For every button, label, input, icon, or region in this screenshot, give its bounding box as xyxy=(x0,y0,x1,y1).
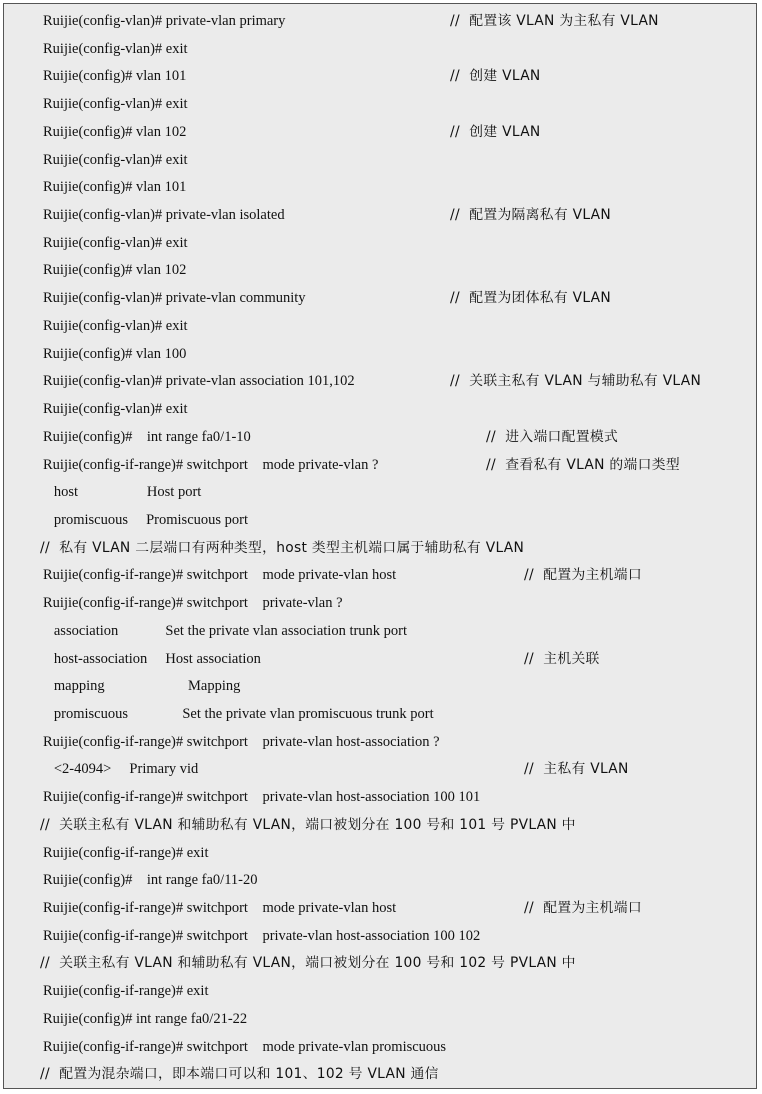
command-text: Ruijie(config-if-range)# exit xyxy=(43,983,209,1000)
code-line xyxy=(4,923,756,951)
command-text: Ruijie(config-vlan)# exit xyxy=(43,401,188,418)
command-text: Ruijie(config-if-range)# switchport private-vlan host-association 100 101 xyxy=(43,789,481,806)
code-line xyxy=(4,257,756,285)
code-line xyxy=(4,147,756,175)
comment-text: // 配置为隔离私有 VLAN xyxy=(450,207,612,224)
comment-text: // 关联主私有 VLAN 和辅助私有 VLAN，端口被划分在 100 号和 101 号 PVLAN 中 xyxy=(40,816,576,833)
code-line xyxy=(4,784,756,812)
code-line xyxy=(4,174,756,202)
command-text: Ruijie(config)# int range fa0/21-22 xyxy=(43,1010,248,1027)
command-text: promiscuous Set the private vlan promiscuous trunk port xyxy=(43,706,434,722)
code-line xyxy=(4,535,756,563)
code-line xyxy=(4,313,756,341)
command-text: Ruijie(config-if-range)# switchport mode private-vlan host xyxy=(43,900,397,917)
code-line xyxy=(4,368,756,396)
code-line xyxy=(4,950,756,978)
code-line xyxy=(4,1034,756,1062)
code-line xyxy=(4,230,756,258)
command-text: Ruijie(config)# vlan 100 xyxy=(43,345,187,362)
command-text: Ruijie(config-vlan)# exit xyxy=(43,40,188,57)
code-line xyxy=(4,840,756,868)
command-text: mapping Mapping xyxy=(43,678,241,695)
code-line xyxy=(4,590,756,618)
code-line xyxy=(4,729,756,757)
comment-text: // 配置该 VLAN 为主私有 VLAN xyxy=(450,13,659,29)
code-line xyxy=(4,202,756,230)
comment-text: // 进入端口配置模式 xyxy=(486,428,619,445)
command-text: Ruijie(config-vlan)# private-vlan association 101,102 xyxy=(43,373,355,390)
comment-text: // 关联主私有 VLAN 和辅助私有 VLAN，端口被划分在 100 号和 102 号 PVLAN 中 xyxy=(40,955,576,972)
command-text: association Set the private vlan association trunk port xyxy=(43,622,408,639)
code-line xyxy=(4,479,756,507)
code-listing xyxy=(3,3,757,1089)
code-line xyxy=(4,36,756,64)
code-line xyxy=(4,895,756,923)
command-text: Ruijie(config)# vlan 102 xyxy=(43,123,187,140)
comment-text: // 关联主私有 VLAN 与辅助私有 VLAN xyxy=(450,373,702,390)
code-line xyxy=(4,63,756,91)
code-line xyxy=(4,119,756,147)
comment-text: // 主机关联 xyxy=(524,650,600,667)
command-text: promiscuous Promiscuous port xyxy=(43,511,249,528)
code-line xyxy=(4,1061,756,1089)
command-text: Ruijie(config-if-range)# switchport mode private-vlan ? xyxy=(43,456,379,473)
command-text: Ruijie(config)# int range fa0/1-10 xyxy=(43,428,251,445)
code-line xyxy=(4,812,756,840)
code-line xyxy=(4,1006,756,1034)
command-text: Ruijie(config)# vlan 101 xyxy=(43,179,187,196)
code-line xyxy=(4,867,756,895)
command-text: host-association Host association xyxy=(43,650,261,667)
command-text: Ruijie(config-if-range)# switchport mode private-vlan host xyxy=(43,567,397,584)
code-line xyxy=(4,424,756,452)
command-text: Ruijie(config-vlan)# exit xyxy=(43,96,188,113)
command-text: Ruijie(config-if-range)# switchport private-vlan host-association ? xyxy=(43,733,440,750)
command-text: Ruijie(config)# vlan 102 xyxy=(43,262,187,279)
command-text: Ruijie(config-vlan)# exit xyxy=(43,317,188,334)
code-line xyxy=(4,978,756,1006)
command-text: Ruijie(config-if-range)# switchport mode private-vlan promiscuous xyxy=(43,1038,447,1055)
comment-text: // 配置为主机端口 xyxy=(524,567,642,584)
command-text: Ruijie(config-vlan)# exit xyxy=(43,234,188,251)
command-text: Ruijie(config)# int range fa0/11-20 xyxy=(43,872,258,889)
comment-text: // 查看私有 VLAN 的端口类型 xyxy=(486,456,680,473)
command-text: Ruijie(config-vlan)# private-vlan isolated xyxy=(43,207,285,224)
code-line xyxy=(4,618,756,646)
command-text: host Host port xyxy=(43,484,202,501)
comment-text: // 私有 VLAN 二层端口有两种类型，host 类型主机端口属于辅助私有 VLAN xyxy=(40,539,525,556)
code-line xyxy=(4,562,756,590)
comment-text: // 配置为主机端口 xyxy=(524,900,642,917)
code-line xyxy=(4,452,756,480)
code-line xyxy=(4,8,756,36)
comment-text: // 创建 VLAN xyxy=(450,68,541,85)
code-line xyxy=(4,756,756,784)
code-line xyxy=(4,341,756,369)
comment-text: // 配置为混杂端口，即本端口可以和 101、102 号 VLAN 通信 xyxy=(40,1066,439,1083)
command-text: Ruijie(config-vlan)# private-vlan primary xyxy=(43,13,286,29)
command-text: Ruijie(config-if-range)# switchport private-vlan ? xyxy=(43,595,343,612)
comment-text: // 创建 VLAN xyxy=(450,123,541,140)
command-text: Ruijie(config-vlan)# exit xyxy=(43,151,188,168)
code-line xyxy=(4,285,756,313)
code-line xyxy=(4,91,756,119)
command-text: Ruijie(config-if-range)# exit xyxy=(43,844,209,861)
comment-text: // 主私有 VLAN xyxy=(524,761,629,778)
code-line xyxy=(4,396,756,424)
code-line xyxy=(4,673,756,701)
comment-text: // 配置为团体私有 VLAN xyxy=(450,290,612,307)
command-text: Ruijie(config)# vlan 101 xyxy=(43,68,187,85)
code-line xyxy=(4,507,756,535)
command-text: Ruijie(config-if-range)# switchport private-vlan host-association 100 102 xyxy=(43,927,481,944)
command-text: <2-4094> Primary vid xyxy=(43,761,199,778)
command-text: Ruijie(config-vlan)# private-vlan community xyxy=(43,290,306,307)
code-line xyxy=(4,701,756,729)
code-line xyxy=(4,646,756,674)
